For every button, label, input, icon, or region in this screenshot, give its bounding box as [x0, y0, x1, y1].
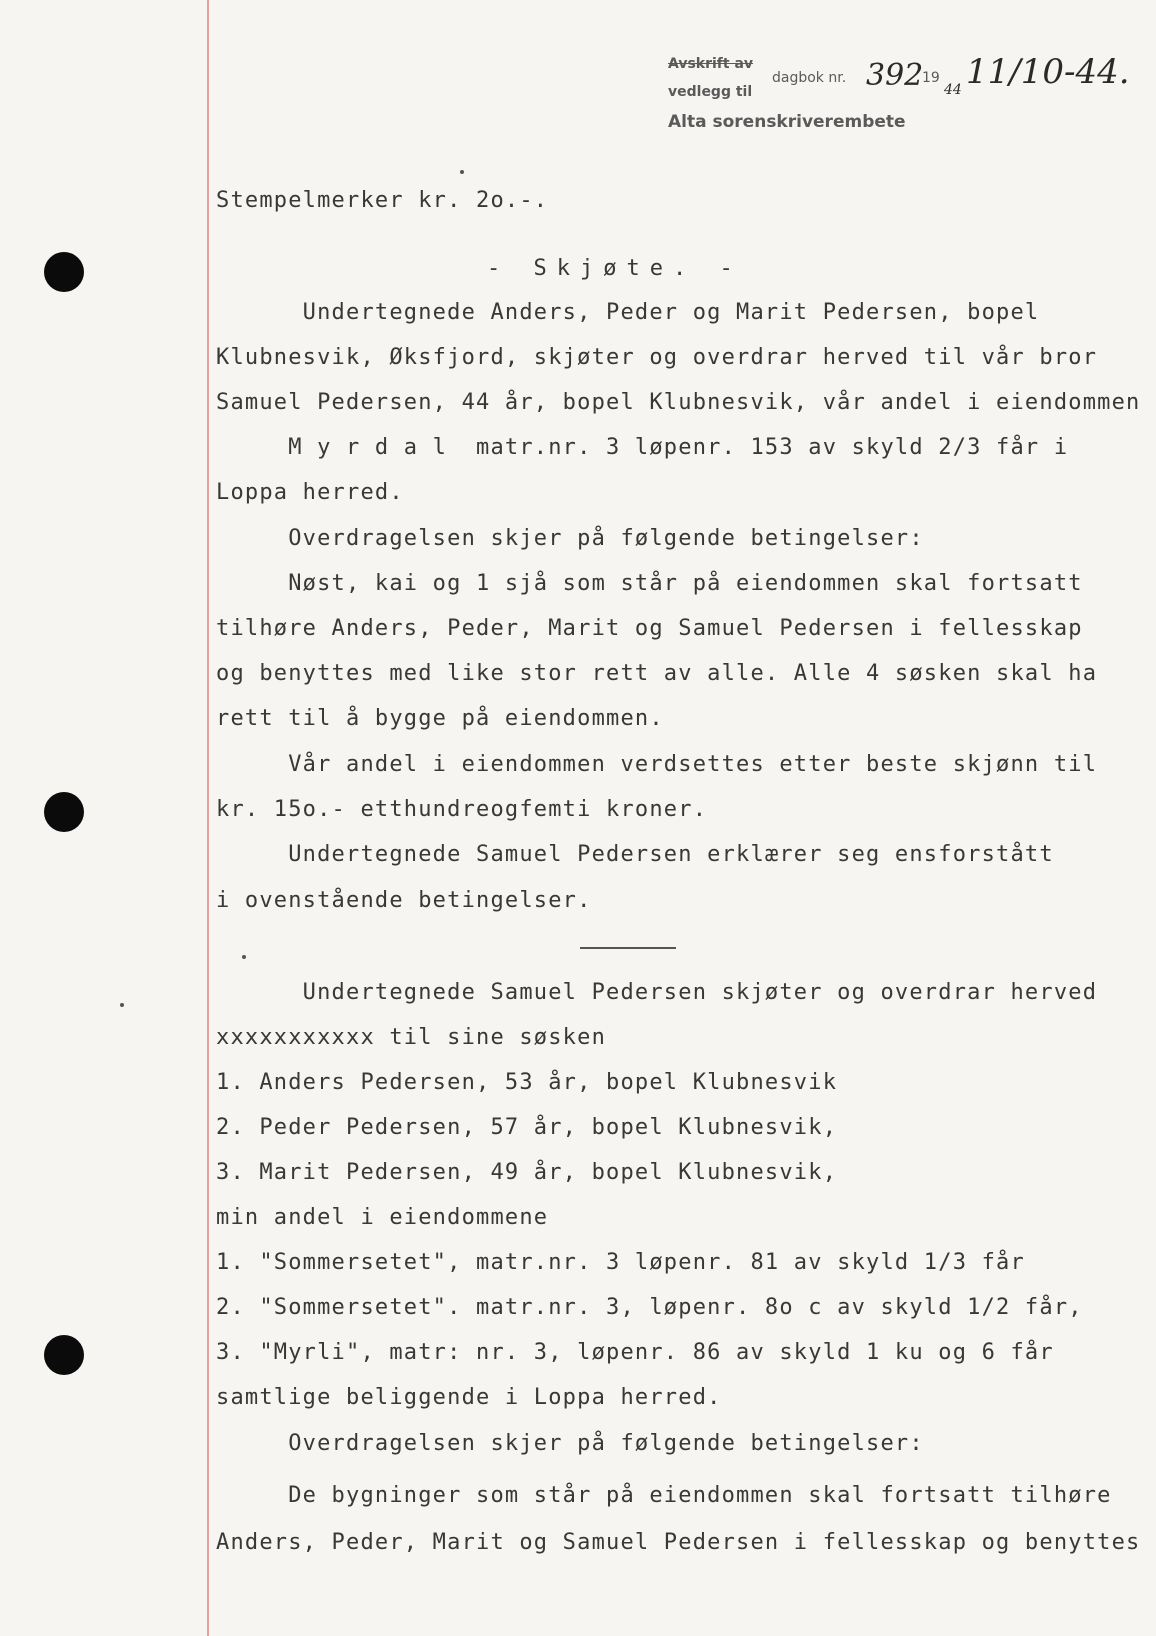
ink-speck	[460, 170, 464, 174]
body-line: Vår andel i eiendommen verdsettes etter beste skjønn til	[216, 752, 1098, 777]
body-line: min andel i eiendommene	[216, 1205, 549, 1230]
office-name: Alta sorenskriverembete	[668, 112, 906, 132]
body-line: Nøst, kai og 1 sjå som står på eiendommen skal fortsatt	[216, 571, 1083, 596]
body-line: Klubnesvik, Øksfjord, skjøter og overdrar herved til vår bror	[216, 345, 1098, 370]
body-line: samtlige beliggende i Loppa herred.	[216, 1385, 722, 1410]
dagbok-number: 392	[866, 58, 924, 93]
stamp-avskrift: Avskrift av	[668, 56, 754, 72]
stamp-fee-line: Stempelmerker kr. 2o.-.	[216, 188, 549, 213]
body-line: Undertegnede Samuel Pedersen skjøter og overdrar herved	[216, 980, 1098, 1005]
body-line: 2. "Sommersetet". matr.nr. 3, løpenr. 8o c av skyld 1/2 får,	[216, 1295, 1083, 1320]
stamp-dagbok-label: dagbok nr.	[772, 70, 847, 86]
punch-hole-bottom	[44, 1335, 84, 1375]
body-line: tilhøre Anders, Peder, Marit og Samuel Pedersen i fellesskap	[216, 616, 1083, 641]
body-line: 2. Peder Pedersen, 57 år, bopel Klubnesvik,	[216, 1115, 838, 1140]
handwritten-date: 11/10-44.	[966, 52, 1130, 92]
body-line: kr. 15o.- etthundreogfemti kroner.	[216, 797, 708, 822]
body-line: rett til å bygge på eiendommen.	[216, 706, 664, 731]
punch-hole-top	[44, 252, 84, 292]
body-line: xxxxxxxxxxx til sine søsken	[216, 1025, 607, 1050]
body-line: i ovenstående betingelser.	[216, 888, 592, 913]
ink-speck	[120, 1003, 124, 1007]
margin-line	[207, 0, 209, 1636]
body-line: Overdragelsen skjer på følgende betingelser:	[216, 1431, 924, 1456]
ink-speck	[242, 955, 246, 959]
body-line: 3. "Myrli", matr: nr. 3, løpenr. 86 av skyld 1 ku og 6 får	[216, 1340, 1054, 1365]
body-line: De bygninger som står på eiendommen skal fortsatt tilhøre	[216, 1483, 1112, 1508]
body-line: 1. Anders Pedersen, 53 år, bopel Klubnesvik	[216, 1070, 838, 1095]
body-line: Overdragelsen skjer på følgende betingelser:	[216, 526, 924, 551]
body-line: M y r d a l matr.nr. 3 løpenr. 153 av skyld 2/3 får i	[216, 435, 1069, 460]
body-line: 1. "Sommersetet", matr.nr. 3 løpenr. 81 av skyld 1/3 får	[216, 1250, 1025, 1275]
punch-hole-middle	[44, 792, 84, 832]
stamp-vedlegg: vedlegg til	[668, 84, 753, 100]
year-suffix: 44	[944, 82, 962, 98]
stamp-year-prefix: 19	[922, 70, 940, 86]
body-line: 3. Marit Pedersen, 49 år, bopel Klubnesvik,	[216, 1160, 838, 1185]
body-line: Undertegnede Samuel Pedersen erklærer seg ensforstått	[216, 842, 1054, 867]
body-line: Samuel Pedersen, 44 år, bopel Klubnesvik, vår andel i eiendommen	[216, 390, 1141, 415]
body-line: og benyttes med like stor rett av alle. Alle 4 søsken skal ha	[216, 661, 1098, 686]
document-title: - Skjøte. -	[487, 256, 743, 281]
body-line: Loppa herred.	[216, 480, 404, 505]
section-divider	[580, 947, 676, 949]
body-line: Undertegnede Anders, Peder og Marit Pedersen, bopel	[216, 300, 1040, 325]
body-line: Anders, Peder, Marit og Samuel Pedersen i fellesskap og benyttes	[216, 1530, 1141, 1555]
